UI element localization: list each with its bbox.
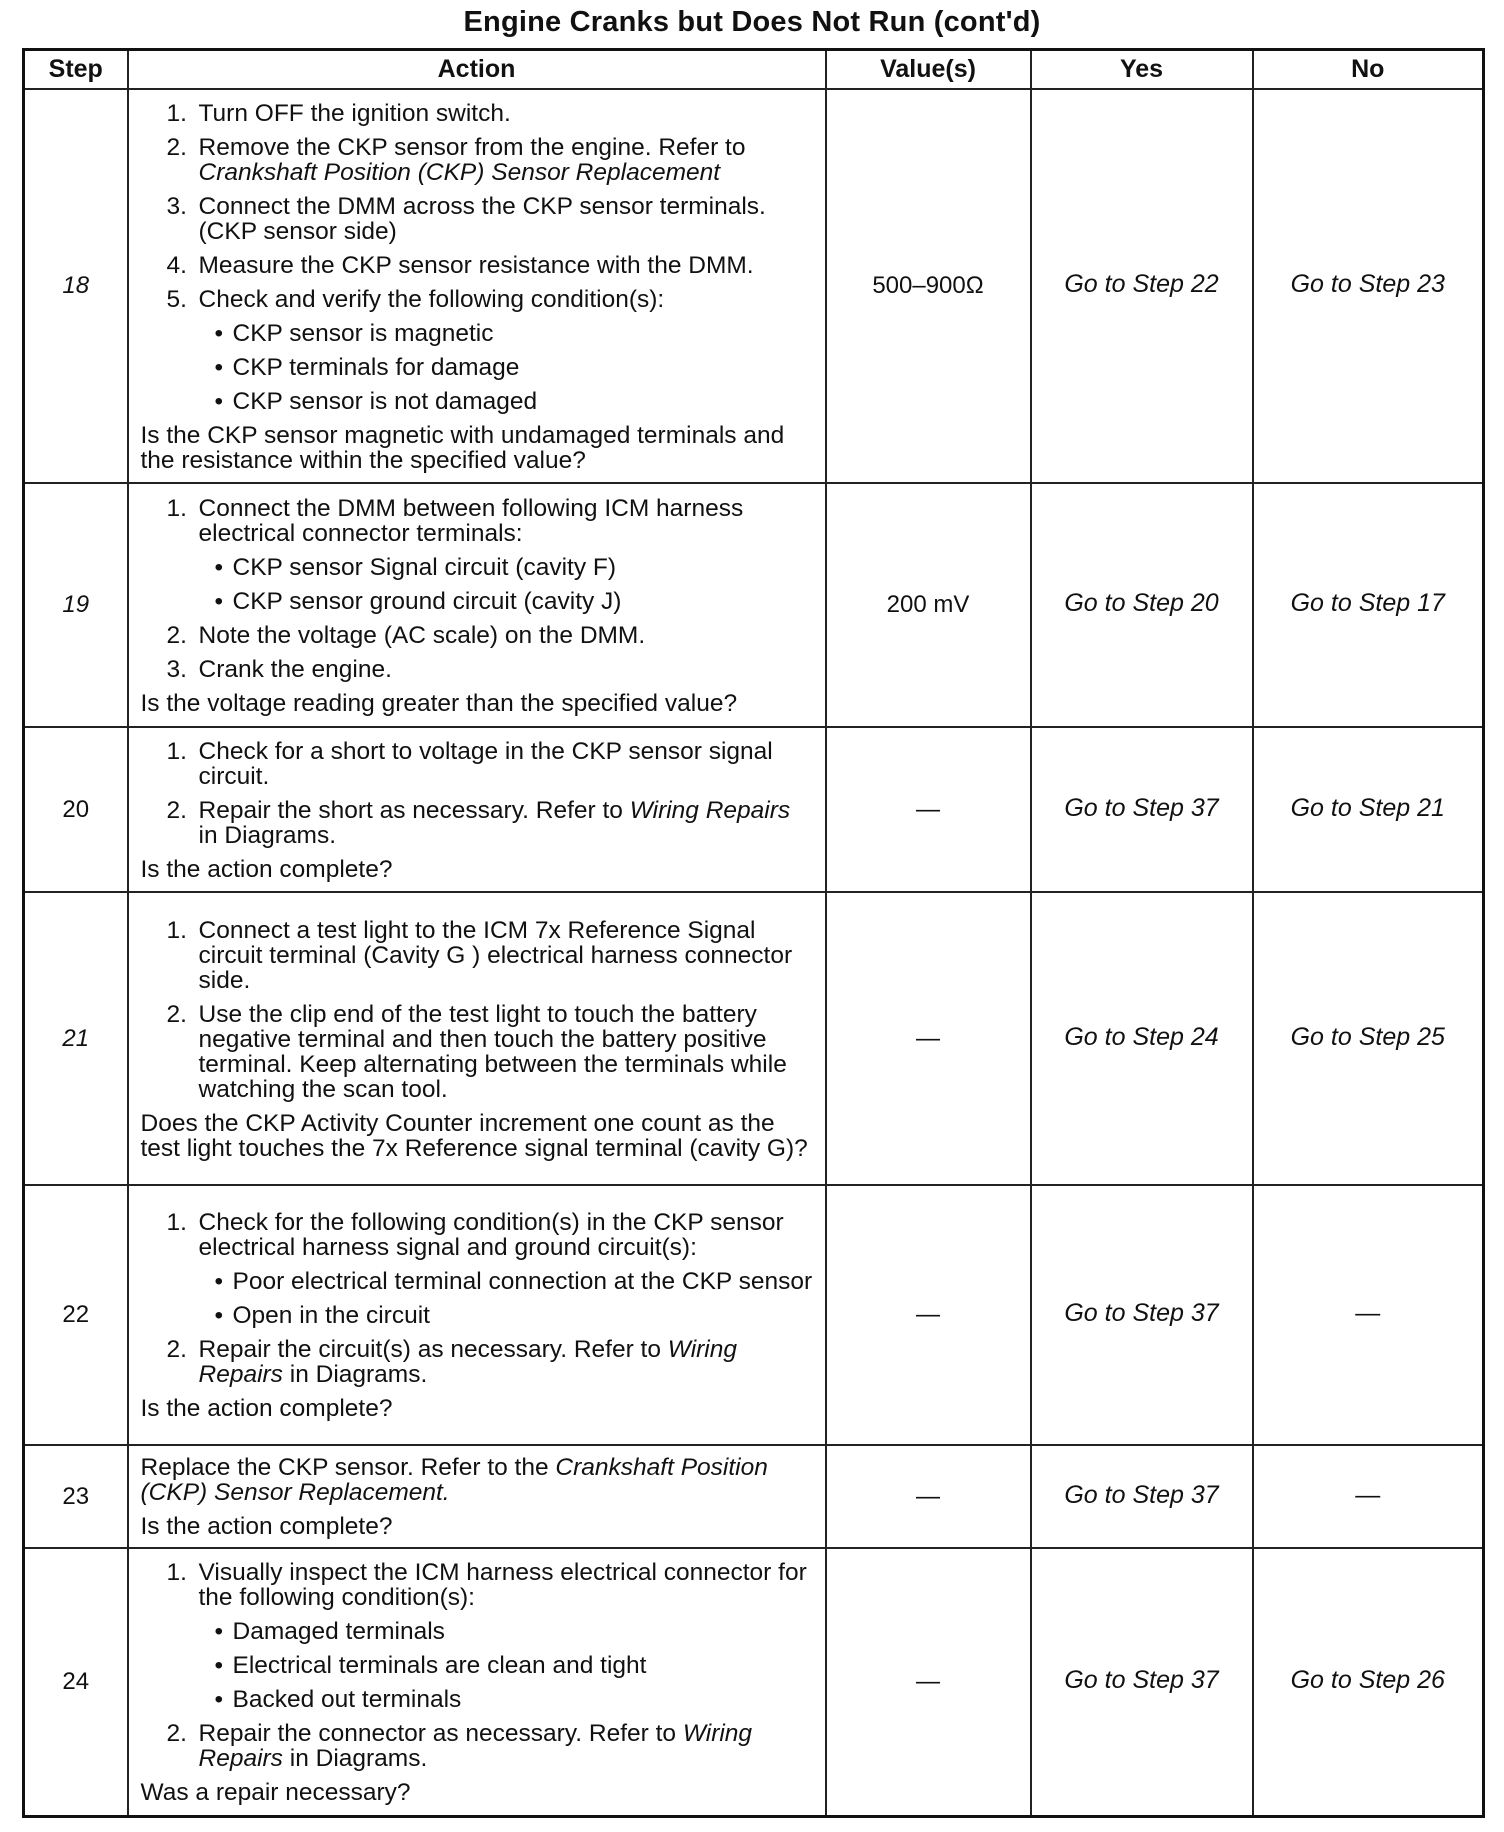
table-row [24,89,1484,483]
value-cell: — [826,892,1031,1185]
no-cell: — [1253,1445,1484,1548]
action-cell [128,89,826,483]
step-number: 19 [24,483,128,727]
action-cell [128,1445,826,1548]
action-question: Was a repair necessary? [140,1778,411,1806]
action-step: 1. Turn OFF the ignition switch. [166,99,511,127]
step-number: 21 [24,892,128,1185]
action-step: 1. Connect a test light to the ICM 7x Reference Signal circuit terminal (Cavity G ) electrical harness connector side. [166,916,793,994]
action-question: Is the action complete? [140,855,393,883]
header-values: Value(s) [826,50,1031,90]
no-cell: Go to Step 21 [1253,727,1484,892]
action-lead: Replace the CKP sensor. Refer to the Crankshaft Position (CKP) Sensor Replacement. [140,1454,768,1506]
condition-bullet: • CKP sensor is not damaged [214,387,538,415]
action-step: 1. Check for a short to voltage in the CKP sensor signal circuit. [166,737,773,790]
step-number: 18 [24,89,128,483]
table-row [24,1445,1484,1548]
action-step: 1. Visually inspect the ICM harness electrical connector for the following condition(s): [166,1558,807,1611]
condition-bullet: • CKP sensor ground circuit (cavity J) [214,587,622,615]
action-question: Is the voltage reading greater than the specified value? [140,689,738,717]
yes-cell: Go to Step 20 [1031,483,1253,727]
action-step: 2. Repair the circuit(s) as necessary. Refer to Wiring Repairs in Diagrams. [166,1336,738,1388]
condition-bullet: • CKP sensor is magnetic [214,319,494,347]
value-cell: — [826,1185,1031,1445]
header-row [24,50,1484,90]
no-cell: Go to Step 23 [1253,89,1484,483]
yes-cell: Go to Step 37 [1031,1548,1253,1816]
action-step: 2. Use the clip end of the test light to touch the battery negative terminal and then touch the battery positive terminal. Keep alternating between the terminals while watching the scan tool. [166,1000,787,1103]
action-step: 3. Connect the DMM across the CKP sensor terminals. (CKP sensor side) [166,192,766,245]
step-number: 23 [24,1445,128,1548]
yes-cell: Go to Step 22 [1031,89,1253,483]
action-step: 4. Measure the CKP sensor resistance with the DMM. [166,251,754,279]
action-step: 1. Check for the following condition(s) in the CKP sensor electrical harness signal and ground circuit(s): [166,1209,784,1261]
condition-bullet: • CKP sensor Signal circuit (cavity F) [214,553,616,581]
table-row [24,483,1484,727]
table-row [24,892,1484,1185]
value-cell: — [826,1548,1031,1816]
step-number: 24 [24,1548,128,1816]
value-cell: 200 mV [826,483,1031,727]
condition-bullet: • Open in the circuit [214,1302,430,1329]
action-step: 2. Note the voltage (AC scale) on the DMM. [166,621,646,649]
action-cell [128,483,826,727]
table-row [24,1185,1484,1445]
action-step: 2. Remove the CKP sensor from the engine. Refer to Crankshaft Position (CKP) Sensor Replacement [166,133,746,186]
no-cell: Go to Step 17 [1253,483,1484,727]
no-cell: Go to Step 25 [1253,892,1484,1185]
yes-cell: Go to Step 37 [1031,727,1253,892]
yes-cell: Go to Step 37 [1031,1185,1253,1445]
action-question: Is the action complete? [140,1395,393,1422]
action-cell [128,892,826,1185]
table-row [24,727,1484,892]
value-cell: — [826,1445,1031,1548]
header-step: Step [24,50,128,90]
condition-bullet: • Poor electrical terminal connection at the CKP sensor [214,1268,813,1295]
action-question: Is the action complete? [140,1513,393,1540]
action-cell [128,1548,826,1816]
action-cell [128,727,826,892]
diagnostic-table [22,48,1485,1818]
no-cell: — [1253,1185,1484,1445]
action-step: 3. Crank the engine. [166,655,392,683]
action-step: 2. Repair the short as necessary. Refer to Wiring Repairs in Diagrams. [166,796,791,849]
condition-bullet: • Backed out terminals [214,1685,462,1713]
table-row [24,1548,1484,1816]
action-step: 1. Connect the DMM between following ICM harness electrical connector terminals: [166,494,744,547]
yes-cell: Go to Step 24 [1031,892,1253,1185]
header-no: No [1253,50,1484,90]
header-yes: Yes [1031,50,1253,90]
step-number: 22 [24,1185,128,1445]
action-question: Does the CKP Activity Counter increment one count as the test light touches the 7x Reference signal terminal (cavity G)? [140,1109,808,1162]
condition-bullet: • Damaged terminals [214,1617,445,1645]
condition-bullet: • Electrical terminals are clean and tight [214,1651,647,1679]
value-cell: — [826,727,1031,892]
action-step: 5. Check and verify the following condition(s): [166,285,665,313]
action-step: 2. Repair the connector as necessary. Refer to Wiring Repairs in Diagrams. [166,1719,753,1772]
yes-cell: Go to Step 37 [1031,1445,1253,1548]
condition-bullet: • CKP terminals for damage [214,353,520,381]
no-cell: Go to Step 26 [1253,1548,1484,1816]
action-question: Is the CKP sensor magnetic with undamaged terminals and the resistance within the specified value? [140,421,785,474]
page-title: Engine Cranks but Does Not Run (cont'd) [463,6,1041,38]
action-cell [128,1185,826,1445]
value-cell: 500–900Ω [826,89,1031,483]
header-action: Action [128,50,826,90]
step-number: 20 [24,727,128,892]
